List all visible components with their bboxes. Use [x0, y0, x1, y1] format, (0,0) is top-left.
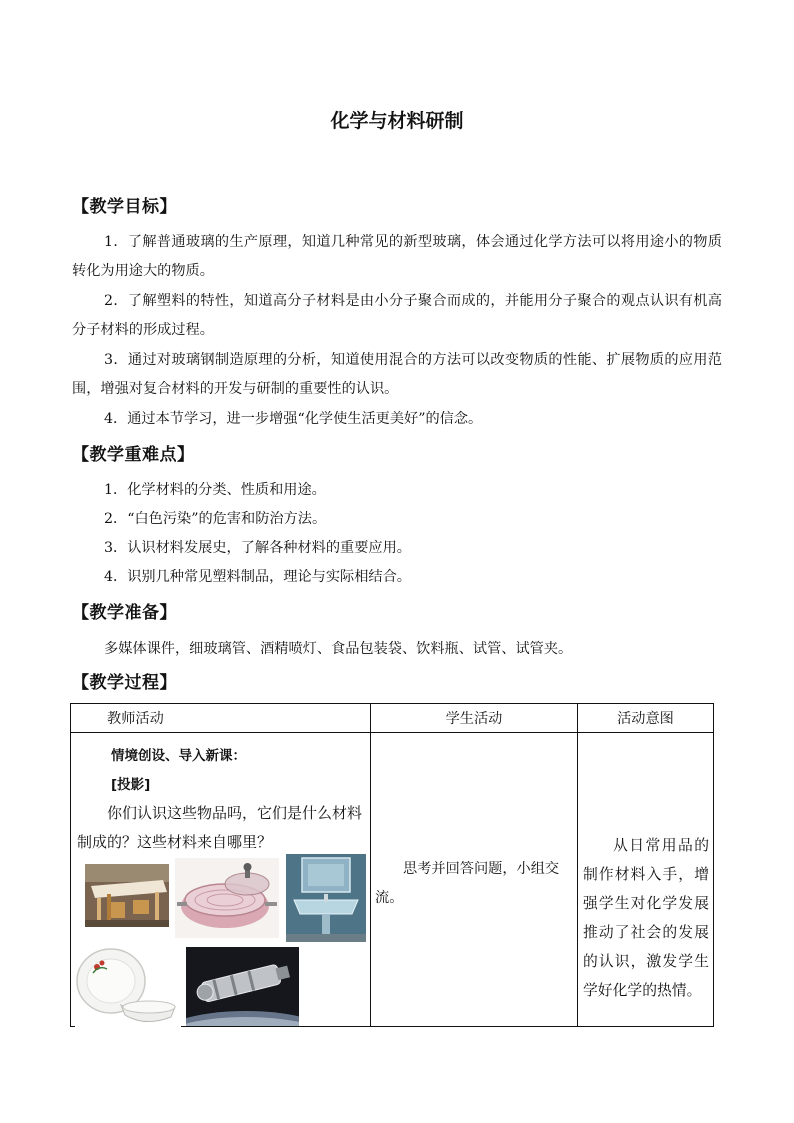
objective-item-2: 2．了解塑料的特性，知道高分子材料是由小分子聚合而成的，并能用分子聚合的观点认识有机高分子材料的形成过程。	[72, 293, 722, 338]
key-point-item-4: 4．识别几种常见塑料制品，理论与实际相结合。	[104, 569, 411, 585]
document-title: 化学与材料研制	[330, 110, 464, 132]
process-heading: 【教学过程】	[72, 673, 177, 693]
ceramic-bowl-image	[75, 945, 181, 1028]
table-header-row	[71, 704, 714, 733]
objective-item-3: 3．通过对玻璃钢制造原理的分析，知道使用混合的方法可以改变物质的性能、扩展物质的应用范围，增强对复合材料的开发与研制的重要性的认识。	[72, 352, 722, 397]
header-activity-intent: 活动意图	[578, 704, 714, 733]
key-points-heading: 【教学重难点】	[72, 445, 195, 465]
key-point-item-2: 2．“白色污染”的危害和防治方法。	[104, 511, 327, 527]
glass-washbasin-image	[286, 854, 366, 942]
teacher-question: 你们认识这些物品吗，它们是什么材料制成的？这些材料来自哪里？	[77, 804, 363, 851]
objective-item-1: 1．了解普通玻璃的生产原理，知道几种常见的新型玻璃，体会通过化学方法可以将用途小的物质转化为用途大的物质。	[72, 234, 722, 279]
activity-intent-text: 从日常用品的制作材料入手，增强学生对化学发展推动了社会的发展的认识，激发学生学好化学的热情。	[583, 837, 709, 999]
objective-item-4: 4．通过本节学习，进一步增强“化学使生活更美好”的信念。	[104, 411, 483, 427]
table-row	[71, 733, 714, 1027]
student-activity-text: 思考并回答问题，小组交流。	[375, 861, 560, 906]
key-point-item-3: 3．认识材料发展史，了解各种材料的重要应用。	[104, 540, 411, 556]
glass-pot-image	[175, 858, 279, 938]
teacher-activity-cell	[71, 733, 371, 1027]
preparation-text: 多媒体课件，细玻璃管、酒精喷灯、食品包装袋、饮料瓶、试管、试管夹。	[104, 641, 573, 657]
spacecraft-image	[186, 947, 299, 1026]
teacher-lead: 情境创设、导入新课：	[111, 748, 246, 764]
preparation-heading: 【教学准备】	[72, 603, 177, 623]
student-activity-cell	[371, 733, 578, 1027]
objectives-heading: 【教学目标】	[72, 197, 177, 217]
key-point-item-1: 1．化学材料的分类、性质和用途。	[104, 482, 326, 498]
wooden-table-image	[85, 864, 169, 927]
teacher-projection: [投影]	[111, 777, 151, 793]
header-teacher-activity: 教师活动	[71, 704, 371, 733]
process-table	[70, 703, 714, 1027]
activity-intent-cell	[578, 733, 714, 1027]
header-student-activity: 学生活动	[371, 704, 578, 733]
